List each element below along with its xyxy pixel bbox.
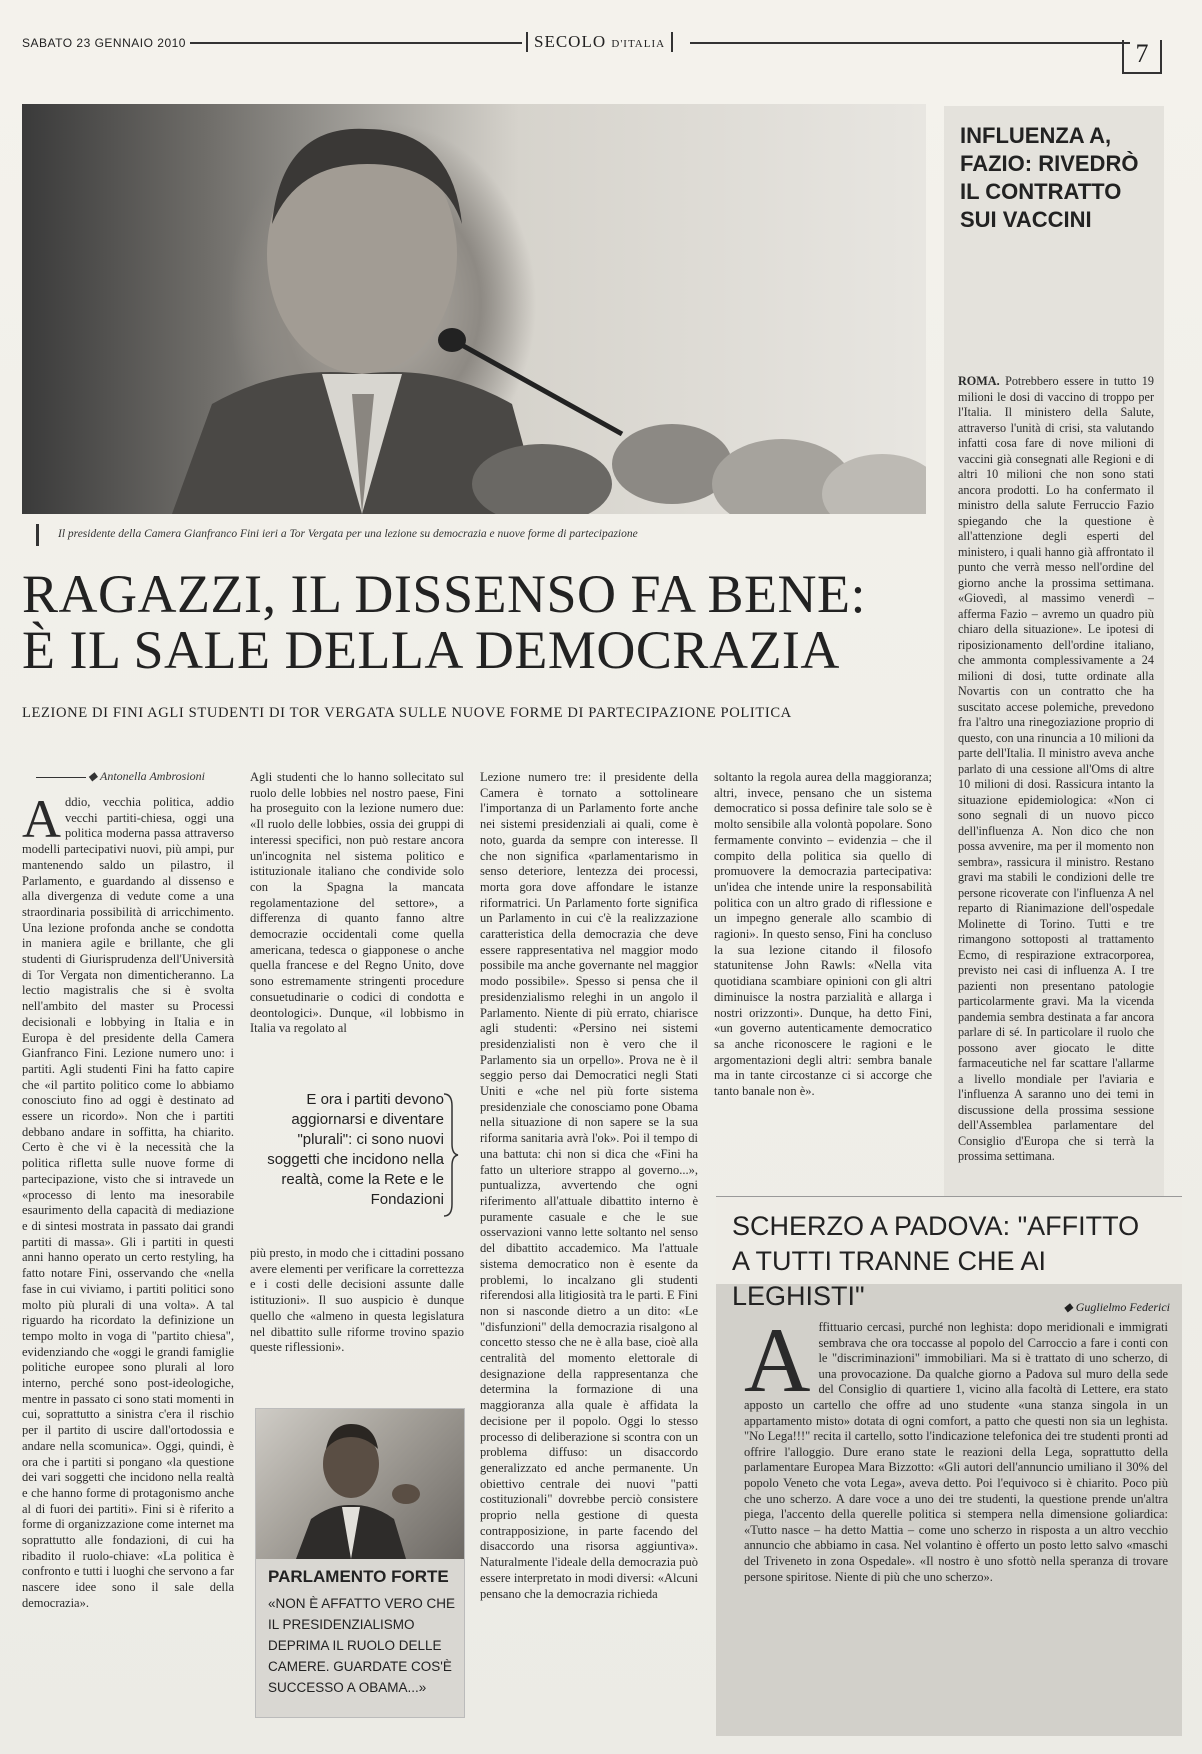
padova-headline-line-2: A TUTTI TRANNE CHE AI LEGHISTI" — [732, 1246, 1047, 1311]
headline-line-1: RAGAZZI, IL DISSENSO FA BENE: — [22, 564, 867, 624]
byline-rule — [36, 777, 86, 778]
dropcap: A — [22, 795, 61, 849]
byline-author: Antonella Ambrosioni — [100, 769, 206, 783]
padova-article — [716, 1196, 1182, 1736]
obama-illustration — [256, 1409, 464, 1559]
masthead-rule-right — [690, 42, 1130, 44]
column-3-text: Lezione numero tre: il presidente della Camera è tornato a sottolineare l'importanza di un Parlamento forte anche nei sistemi presidenziali ai quali, come è noto, guarda da sempre con interesse. Il che non significa «parlamentarismo in senso deteriore, lentezza dei processi, morta gora dove affondare le istanze riformatrici. Un Parlamento forte significa un Parlamento in cui c'è la realizzazione caratteristica della democrazia che deve essere rappresentativa nel maggior modo possibile ma anche governante nel maggior modo possibile». Spesso si pensa che il presidenzialismo releghi in un angolo il Parlamento. Niente di più errato, chiarisce agli studenti: «Persino nei sistemi presidenzialisti non è vero che il Parlamento sia un orpello». Prova ne è il seggio perso dai Democratici negli Stati Uniti e «che nel più forte sistema presidenziale che conosciamo pone Obama nella situazione di non sapere se la sua riforma sanitaria avrà l'ok». Poi il tempo di una battuta: chi non si dica che «Fini ha fatto un ulteriore strappo al governo...», puntualizza, avvertendo che ogni riferimento all'attuale dibattito interno è puramente casuale e che le sue osservazioni vanno lette soltanto nel senso del dibattito accademico. Ma l'attuale sistema democratico non è esente da problemi, lo incalzano gli studenti riferendosi alla litigiosità tra le parti. E Fini non si nasconde dietro a un dito: «Le "disfunzioni" della democrazia risalgono al concetto stesso che ne è alla base, cioè alla centralità del momento elettorale di designazione della rappresentanza che determina la formazione di una maggioranza alla quale è affidata la decisione per il popolo. Oggi lo stesso processo di deliberazione si scontra con un problema diffuso: un disaccordo generalizzato ed anche permanente. Un obiettivo centrale dei nuovi "patti costituzionali" dovrebbe perciò consistere proprio nella gestione di questa contrapposizione, in parte facendo del disaccordo una risorsa aggiuntiva». Naturalmente l'ideale della democrazia può essere interpretato in modi diversi: «Alcuni pensano che la democrazia richieda — [480, 770, 698, 1601]
box-quote: «NON È AFFATTO VERO CHE IL PRESIDENZIALISMO DEPRIMA IL RUOLO DELLE CAMERE. GUARDATE COS'È SUCCESSO A OBAMA...» — [268, 1596, 456, 1695]
sidebar-dateline: ROMA. — [958, 374, 1000, 388]
padova-dropcap: A — [744, 1320, 811, 1411]
subheadline: LEZIONE DI FINI AGLI STUDENTI DI TOR VERGATA SULLE NUOVE FORME DI PARTECIPAZIONE POLITICA — [22, 705, 792, 721]
column-2-top-text: Agli studenti che lo hanno sollecitato sul ruolo delle lobbies nel nostro paese, Fini ha proseguito con la lezione numero due: «Il ruolo delle lobbies, ossia dei gruppi di interessi specifici, non può restare ancora un'incognita nel sistema politico e istituzionale italiano che condivide solo con la Spagna la mancata regolamentazione del settore», a differenza di quanto fanno altre democrazie occidentali come quella americana, tedesca o giapponese o anche quella francese e del Regno Unito, dove sono estremamente stringenti procedure consuetudinarie o codici di condotta e deontologici». Dunque, «il lobbismo in Italia va regolato al — [250, 770, 464, 1036]
paper-name: SECOLO — [534, 32, 607, 51]
article-column-2-bottom — [250, 1246, 464, 1386]
headline-line-2: È IL SALE DELLA DEMOCRAZIA — [22, 620, 840, 680]
masthead-date: SABATO 23 GENNAIO 2010 — [22, 36, 186, 50]
paper-suffix: D'ITALIA — [611, 38, 666, 50]
padova-byline-author: Guglielmo Federici — [1075, 1300, 1170, 1314]
box-photo — [256, 1409, 464, 1559]
speaker-illustration — [22, 104, 926, 514]
column-4-text: soltanto la regola aurea della maggioranza; altri, invece, pensano che un sistema democratico si possa definire tale solo se è molto sensibile alla volontà popolare. Sono fermamente convinto – evidenzia – che il compito della politica sia quello di promuovere la democrazia partecipativa: un'idea che intende unire la responsabilità politica con un altro grado di riflessione e un impegno generale allo scambio di ragioni». In questo senso, Fini ha concluso la sua lezione citando il filosofo statunitense John Rawls: «Nella vita quotidiana scambiare opinioni con gli altri diminuisce la nostra parzialità e allarga i nostri orizzonti». Dunque, ha detto Fini, «un governo autenticamente democratico sa anche riconoscere le ragioni e le argomentazioni degli altri: sembra banale ma in tante circostanze ci si accorge che tanto banale non è». — [714, 770, 932, 1099]
main-photo — [22, 104, 926, 514]
padova-headline-line-1: SCHERZO A PADOVA: "AFFITTO — [732, 1211, 1140, 1241]
caption-marker — [36, 524, 39, 546]
article-byline: ◆ Antonella Ambrosioni — [36, 769, 205, 784]
side-box-parlamento — [255, 1408, 465, 1718]
masthead-rule-left — [190, 42, 522, 44]
padova-byline: ◆ Guglielmo Federici — [1063, 1300, 1170, 1314]
column-2-bottom-text: più presto, in modo che i cittadini possano avere elementi per verificare la correttezza e i costi delle decisioni assunte dalle istituzioni». Il suo auspicio è dunque quello che «almeno in questa legislatura nel dibattito sulle riforme trovino spazio queste riflessioni». — [250, 1246, 464, 1355]
sidebar-article-influenza — [944, 106, 1164, 1200]
masthead-paper-name — [526, 32, 673, 52]
padova-headline — [732, 1209, 1172, 1314]
padova-body — [744, 1320, 1168, 1724]
article-column-2-top — [250, 770, 464, 1056]
page-number: 7 — [1122, 40, 1162, 74]
masthead — [20, 32, 1162, 72]
padova-text: ffittuario cercasi, purché non leghista: dopo meridionali e immigrati sembrava che ora toccasse al popolo del Carroccio a fare i conti con le "discriminazioni" immobiliari. Ma si è trattato di uno scherzo, di una provocazione. Da qualche giorno a Padova sul muro della sede del Consiglio di quartiere 1, vicino alla facoltà di Lettere, era stato apposto un cartello che offre ad uno studente «una stanza singola in un appartamento misto» dotata di ogni comfort, a patto che questi non sia un leghista. "No Lega!!!" recita il cartello, sotto l'indicazione telefonica dei tre studenti pronti ad offrire l'alloggio. Dure erano state le reazioni della Lega, soprattutto della parlamentare Europea Mara Bizzotto: «Gli autori dell'annuncio umiliano il 30% del popolo Veneto che vota Lega», aveva detto. Poi l'equivoco si è chiarito. Poco più che uno scherzo. A dare voce a uno dei tre studenti, la questione prende un'altra piega, l'accento della querelle politica si stempera nella dimensione goliardica: «Tutto nasce – ha detto Mattia – come uno scherzo in risposta a un altro vecchio annuncio che abbiamo in casa. Nel volantino è offerto un posto letto salvo «maschi del Triveneto in zona Ospedale». «Il nostro è uno sfottò nella speranza di trovare persone spiritose. Niente di più che uno scherzo». — [744, 1320, 1168, 1584]
box-title: PARLAMENTO FORTE — [268, 1567, 449, 1586]
article-column-1 — [22, 795, 234, 1725]
sidebar-body — [958, 374, 1154, 1184]
sidebar-headline: INFLUENZA A, FAZIO: RIVEDRÒ IL CONTRATTO SUI VACCINI — [960, 123, 1139, 232]
main-headline — [22, 566, 922, 678]
article-column-3 — [480, 770, 698, 1730]
column-1-text: ddio, vecchia politica, addio vecchi partiti-chiesa, oggi una politica moderna passa attraverso modelli partecipativi nuovi, più ampi, pur mantenendo saldo un pilastro, il Parlamento, e guardando al dissenso e alla divergenza di vedute come a una straordinaria possibilità di arricchimento. Una lezione profonda anche se condotta in maniera agile e brillante, che gli studenti di Giurisprudenza dell'Università di Tor Vergata non dimenticheranno. La lectio magistralis che si è svolta nell'ambito del master su Processi decisionali e lobbying in Italia e in Europa è del presidente della Camera Gianfranco Fini. Lezione numero uno: i partiti. Agli studenti Fini ha fatto capire che «il partito politico come lo abbiamo conosciuto fino ad oggi è destinato ad essere un ricordo». Non che i partiti debbano andare in soffitta, ha chiarito. Certo è che vi è la necessità che la politica rifletta sulle nuove forme di partecipazione, visto che si intravede un «processo di lento ma inesorabile esaurimento della capacità di mediazione e di sintesi mostrata in passato dai grandi partiti di massa». Gli i partiti in questi anni hanno operato un certo restyling, ha fatto notare Fini, osservando che «nella fase in cui viviamo, i partiti politici sono molto più plurali di una volta». A tal riguardo ha ricordato la definizione un tempo molto in voga di "partito chiesa", evidenziando che «oggi le grandi famiglie politiche europee sono plurali al loro interno, perché sono post-ideologiche, mentre in passato ci sono stati momenti in cui, soprattutto a sinistra c'era il rischio per il partito di uscire dall'ortodossia e andare nella scomunica». Oggi, quindi, è ora che i partiti si pongano «la questione dei vari soggetti che incidono nella realtà e che hanno forme di protagonismo anche al di fuori dei partiti». Fini si è riferito a forme di organizzazione come internet ma soprattutto alle fondazioni, di cui ha ribadito il ruolo-chiave: «La politica è confronto e tutti i luoghi che servono a far nascere idee sono il sale della democrazia». — [22, 795, 234, 1610]
pull-quote: E ora i partiti devono aggiornarsi e diventare "plurali": ci sono nuovi soggetti che incidono nella realtà, come la Rete e le Fondazioni — [267, 1091, 444, 1208]
sidebar-text: Potrebbero essere in tutto 19 milioni le dosi di vaccino di troppo per l'Italia. Il ministero della Salute, attraverso l'unità di crisi, sta valutando infatti cosa fare di nove milioni di vaccini già consegnati alle Regioni e di altri 10 milioni che non sono stati ancora prodotti. Lo ha confermato il ministro della salute Ferruccio Fazio spiegando che la questione è all'attenzione degli esperti del ministero, i quali hanno già affrontato il punto che verrà messo nell'ordine del giorno anche la prossima settimana. «Giovedì, al massimo venerdì – afferma Fazio – avremo un quadro più chiaro della situazione». Le ipotesi di riposizionamento dell'ordine italiano, che ammonta complessivamente a 24 milioni di dosi, tutte ordinate alla Novartis con un contratto che ha suscitato accese polemiche, prevedono fra l'altro una rinegoziazione proprio di questo, con una rinuncia a 10 milioni da parte dell'Italia. Il ministro aveva anche parlato di una cessione all'Oms di altre 10 milioni di dosi. Rassicura intanto la situazione epidemiologica: «Non ci sono segnali di un nuovo picco dell'influenza A. Non dico che non possa avvenire, ma per il momento non sembra», rassicura il ministro. Restano gravi ma stabili le condizioni delle tre persone ricoverate con l'influenza A nel reparto di Rianimazione dell'ospedale Molinette di Torino. Tutti e tre rimangono sottoposti al trattamento Ecmo, di respirazione extracorporea, previsto nei casi di influenza A. I tre pazienti non presentano patologie particolarmente gravi. Ma la vicenda pandemia sembra destinata a far ancora parlare di sé. In particolare il ruolo che possono aver giocato le ditte farmaceutiche nel far scattare l'allarme a livello mondiale per l'aviaria e l'influenza A saranno uno dei temi in discussione della prossima sessione dell'Assemblea parlamentare del Consiglio d'Europa che si terrà la prossima settimana. — [958, 374, 1154, 1163]
brace-icon — [440, 1092, 460, 1218]
photo-caption: Il presidente della Camera Gianfranco Fini ieri a Tor Vergata per una lezione su democrazia e nuove forme di partecipazione — [58, 528, 638, 540]
article-column-4 — [714, 770, 932, 1166]
